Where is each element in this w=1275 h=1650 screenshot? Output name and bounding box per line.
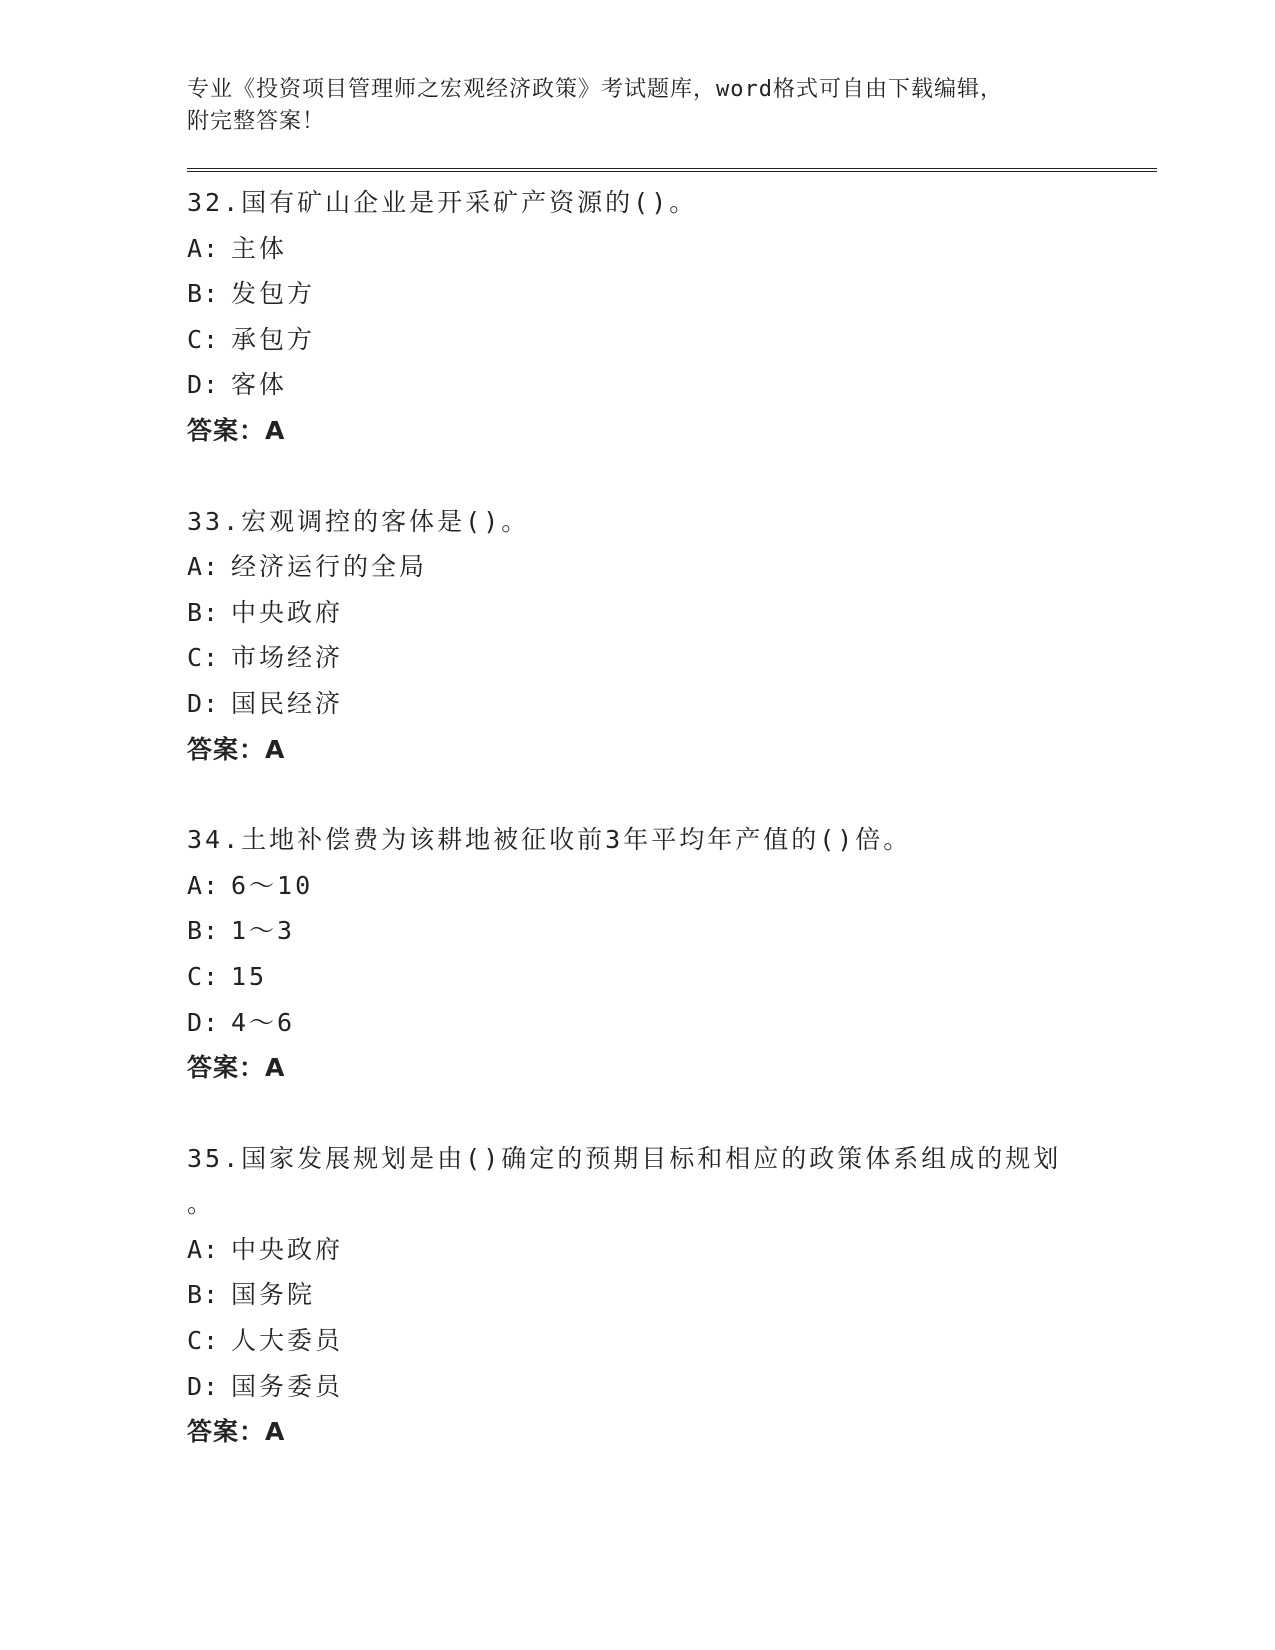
option-letter: C: xyxy=(187,1326,220,1356)
option-text: 主体 xyxy=(231,233,288,263)
option-text: 市场经济 xyxy=(231,643,344,673)
option-a xyxy=(187,1227,1157,1273)
answer-line: 答案：A xyxy=(187,415,286,445)
option-text: 1～3 xyxy=(231,916,296,946)
option-d xyxy=(187,1000,1157,1046)
question-35 xyxy=(187,1136,1157,1455)
option-text: 国务委员 xyxy=(231,1371,344,1401)
option-c xyxy=(187,1318,1157,1364)
option-c xyxy=(187,317,1157,363)
option-d xyxy=(187,681,1157,727)
option-d xyxy=(187,362,1157,408)
question-text: 35.国家发展规划是由()确定的预期目标和相应的政策体系组成的规划 xyxy=(187,1143,1062,1173)
option-letter: A: xyxy=(187,870,220,900)
option-text: 承包方 xyxy=(231,324,316,354)
option-text: 国务院 xyxy=(231,1280,316,1310)
option-text: 中央政府 xyxy=(231,597,344,627)
option-letter: C: xyxy=(187,961,220,991)
question-32 xyxy=(187,180,1157,454)
option-text: 人大委员 xyxy=(231,1326,344,1356)
header-line-2: 附完整答案！ xyxy=(187,109,326,134)
question-33 xyxy=(187,499,1157,773)
answer-line: 答案：A xyxy=(187,1053,286,1083)
option-letter: D: xyxy=(187,1371,220,1401)
header-line-1: 专业《投资项目管理师之宏观经济政策》考试题库，word格式可自由下载编辑， xyxy=(187,77,1003,102)
option-letter: A: xyxy=(187,233,220,263)
question-list xyxy=(187,180,1157,1455)
option-b xyxy=(187,590,1157,636)
answer-line: 答案：A xyxy=(187,1417,286,1447)
option-letter: B: xyxy=(187,916,220,946)
option-letter: C: xyxy=(187,324,220,354)
option-text: 中央政府 xyxy=(231,1234,344,1264)
option-a xyxy=(187,226,1157,272)
option-a xyxy=(187,863,1157,909)
option-text: 经济运行的全局 xyxy=(231,552,428,582)
option-letter: C: xyxy=(187,643,220,673)
option-letter: A: xyxy=(187,552,220,582)
option-text: 4～6 xyxy=(231,1007,296,1037)
question-text: 32.国有矿山企业是开采矿产资源的()。 xyxy=(187,188,698,217)
option-letter: A: xyxy=(187,1234,220,1264)
option-text: 客体 xyxy=(231,370,288,400)
double-rule-divider xyxy=(187,168,1157,172)
option-b xyxy=(187,1272,1157,1318)
option-c xyxy=(187,635,1157,681)
option-d xyxy=(187,1364,1157,1410)
question-text: 34.土地补偿费为该耕地被征收前3年平均年产值的()倍。 xyxy=(187,825,912,855)
document-page xyxy=(187,74,1157,1500)
option-letter: B: xyxy=(187,597,220,627)
option-text: 国民经济 xyxy=(231,688,344,718)
option-letter: B: xyxy=(187,1280,220,1310)
option-letter: B: xyxy=(187,279,220,309)
option-text: 发包方 xyxy=(231,279,316,309)
option-letter: D: xyxy=(187,1007,220,1037)
option-text: 15 xyxy=(231,961,268,991)
option-b xyxy=(187,908,1157,954)
option-c xyxy=(187,954,1157,1000)
answer-line: 答案：A xyxy=(187,734,286,764)
option-a xyxy=(187,544,1157,590)
question-text: 33.宏观调控的客体是()。 xyxy=(187,506,530,536)
question-34 xyxy=(187,817,1157,1091)
option-letter: D: xyxy=(187,370,220,400)
option-letter: D: xyxy=(187,688,220,718)
option-text: 6～10 xyxy=(231,870,314,900)
question-text-continuation: 。 xyxy=(187,1189,213,1219)
option-b xyxy=(187,271,1157,317)
